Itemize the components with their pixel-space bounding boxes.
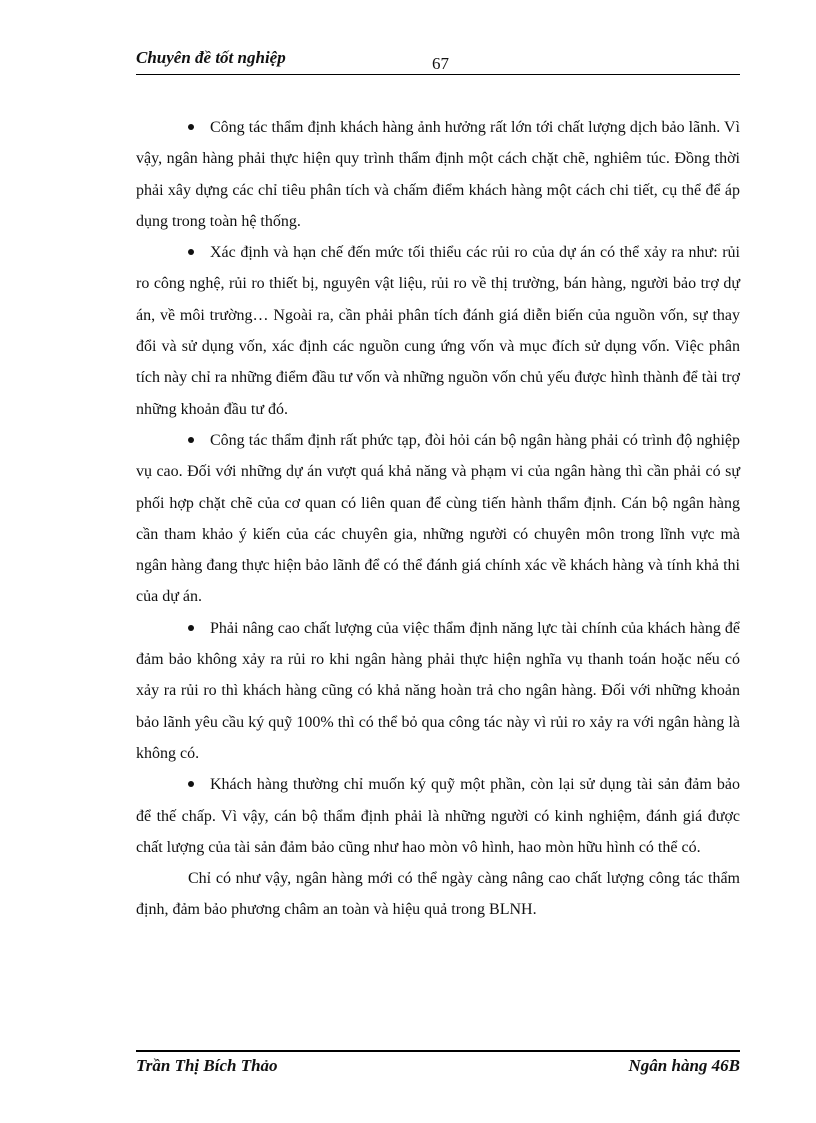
paragraph-3 <box>136 425 740 613</box>
paragraph-text: Xác định và hạn chế đến mức tối thiểu các rủi ro của dự án có thể xảy ra như: rủi ro công nghệ, rủi ro thiết bị, nguyên vật liệu, rủi ro về thị trường, bán hàng, người bảo trợ dự án, về môi trường… Ngoài ra, cần phải phân tích đánh giá diễn biến của nguồn vốn, sự thay đổi và sử dụng vốn, xác định các nguồn cung ứng vốn và mục đích sử dụng vốn. Việc phân tích này chỉ ra những điểm đầu tư vốn và những nguồn vốn chủ yếu được hình thành để tài trợ những khoản đầu tư đó. <box>136 244 740 418</box>
page-header <box>136 48 740 75</box>
header-title: Chuyên đề tốt nghiệp <box>136 48 286 67</box>
paragraph-1 <box>136 112 740 237</box>
paragraph-6 <box>136 863 740 926</box>
bullet-icon <box>188 124 194 130</box>
bullet-icon <box>188 249 194 255</box>
paragraph-4 <box>136 613 740 769</box>
page-footer <box>136 1050 740 1082</box>
paragraph-text: Khách hàng thường chỉ muốn ký quỹ một phần, còn lại sử dụng tài sản đảm bảo để thế chấp. Vì vậy, cán bộ thẩm định phải là những người có kinh nghiệm, đánh giá được chất lượng của tài sản đảm bảo cũng như hao mòn vô hình, hao mòn hữu hình có thể có. <box>136 776 740 856</box>
paragraph-text: Chỉ có như vậy, ngân hàng mới có thể ngày càng nâng cao chất lượng công tác thẩm định, đảm bảo phương châm an toàn và hiệu quả trong BLNH. <box>136 870 740 919</box>
paragraph-text: Công tác thẩm định khách hàng ảnh hưởng rất lớn tới chất lượng dịch bảo lãnh. Vì vậy, ngân hàng phải thực hiện quy trình thẩm định một cách chặt chẽ, nghiêm túc. Đồng thời phải xây dựng các chỉ tiêu phân tích và chấm điểm khách hàng một cách chi tiết, cụ thể để áp dụng trong toàn hệ thống. <box>136 119 740 230</box>
bullet-icon <box>188 437 194 443</box>
page-number: 67 <box>432 54 449 73</box>
document-body <box>136 112 740 926</box>
paragraph-2 <box>136 237 740 425</box>
bullet-icon <box>188 781 194 787</box>
paragraph-5 <box>136 769 740 863</box>
footer-class: Ngân hàng 46B <box>628 1056 740 1075</box>
paragraph-text: Công tác thẩm định rất phức tạp, đòi hỏi cán bộ ngân hàng phải có trình độ nghiệp vụ cao. Đối với những dự án vượt quá khả năng và phạm vi của ngân hàng thì cần phải có sự phối hợp chặt chẽ của cơ quan có liên quan để cùng tiến hành thẩm định. Cán bộ ngân hàng cần tham khảo ý kiến của các chuyên gia, những người có chuyên môn trong lĩnh vực mà ngân hàng đang thực hiện bảo lãnh để có thể đánh giá chính xác về khách hàng và tính khả thi của dự án. <box>136 431 740 606</box>
bullet-icon <box>188 625 194 631</box>
paragraph-text: Phải nâng cao chất lượng của việc thẩm định năng lực tài chính của khách hàng để đảm bảo không xảy ra rủi ro khi ngân hàng phải thực hiện nghĩa vụ thanh toán hoặc nếu có xảy ra rủi ro thì khách hàng cũng có khả năng hoàn trả cho ngân hàng. Đối với những khoản bảo lãnh yêu cầu ký quỹ 100% thì có thể bỏ qua công tác này vì rủi ro xảy ra với ngân hàng là không có. <box>136 619 740 762</box>
footer-author: Trần Thị Bích Thảo <box>136 1056 278 1075</box>
